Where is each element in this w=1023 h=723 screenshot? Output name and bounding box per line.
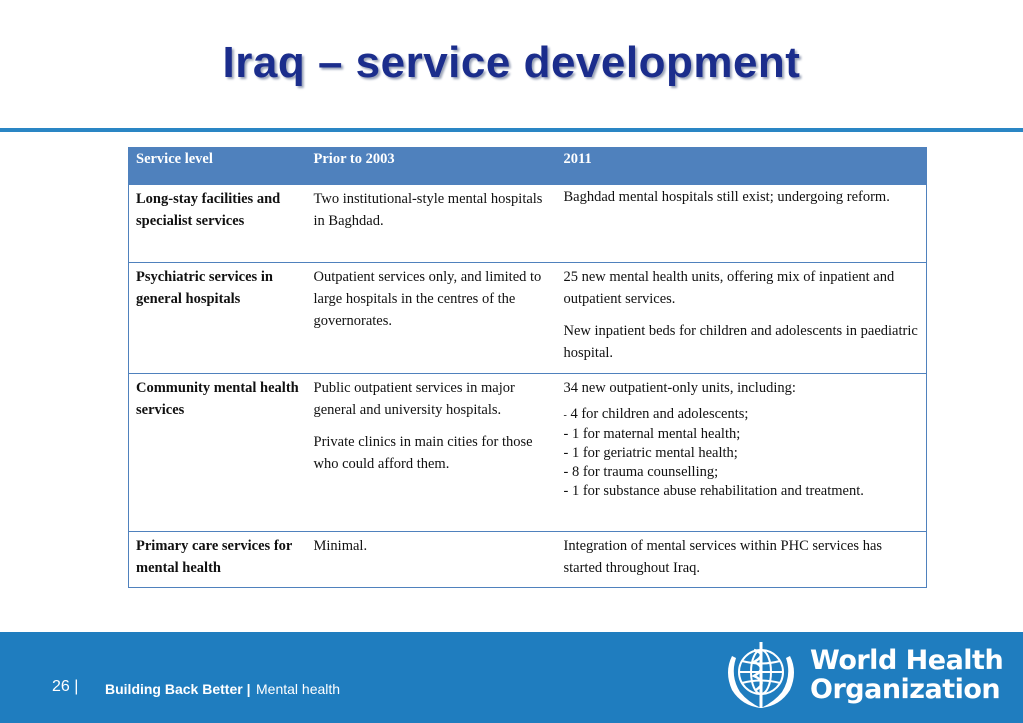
row-2011-cell	[557, 185, 927, 263]
cell-paragraph: Minimal.	[313, 538, 368, 554]
who-wordmark	[810, 646, 1003, 704]
row-2011-cell	[557, 263, 927, 374]
footer-section	[105, 681, 251, 697]
row-level-label: Psychiatric services in general hospitals	[129, 263, 307, 374]
list-item	[564, 405, 922, 425]
who-wordmark-line1: World Health	[810, 645, 1004, 676]
footer-separator: |	[246, 681, 251, 697]
list-item: - 1 for substance abuse rehabilitation and treatment.	[563, 483, 864, 499]
row-prior-cell	[307, 532, 557, 588]
footer-subsection: Mental health	[256, 681, 341, 697]
row-2011-cell	[557, 532, 927, 588]
list-item: - 8 for trauma counselling;	[563, 464, 719, 480]
row-2011-cell	[557, 374, 927, 532]
cell-paragraph: Integration of mental services within PHC services has started throughout Iraq.	[563, 538, 883, 576]
cell-paragraph: 34 new outpatient-only units, including:	[563, 380, 796, 396]
footer-separator: |	[74, 678, 79, 695]
cell-paragraph: New inpatient beds for children and adolescents in paediatric hospital.	[563, 323, 918, 361]
slide-title: Iraq – service development	[222, 38, 801, 87]
list-item: - 1 for maternal mental health;	[563, 426, 741, 442]
cell-paragraph: 25 new mental health units, offering mix of inpatient and outpatient services.	[563, 269, 895, 307]
title-divider	[0, 128, 1023, 132]
page-number-value: 26	[52, 678, 70, 695]
table-row	[129, 532, 927, 588]
header-prior-2003: Prior to 2003	[307, 148, 557, 185]
table-row	[129, 374, 927, 532]
row-prior-cell	[307, 263, 557, 374]
list-dash: -	[563, 410, 567, 421]
list-item: - 1 for geriatric mental health;	[563, 445, 738, 461]
table-row	[129, 185, 927, 263]
cell-paragraph: Baghdad mental hospitals still exist; undergoing reform.	[563, 189, 890, 205]
header-2011: 2011	[557, 148, 927, 185]
table-header-row	[129, 148, 927, 185]
table-row	[129, 263, 927, 374]
row-level-label: Primary care services for mental health	[129, 532, 307, 588]
service-table	[128, 147, 927, 588]
who-emblem-icon	[718, 636, 804, 716]
cell-paragraph: Private clinics in main cities for those who could afford them.	[313, 434, 533, 472]
cell-paragraph: Outpatient services only, and limited to large hospitals in the centres of the governorates.	[313, 269, 542, 329]
row-prior-cell	[307, 185, 557, 263]
page-number	[52, 678, 78, 696]
who-wordmark-line2: Organization	[810, 674, 1001, 705]
footer-section-label: Building Back Better	[105, 681, 243, 697]
row-level-label: Long-stay facilities and specialist services	[129, 185, 307, 263]
row-level-label: Community mental health services	[129, 374, 307, 532]
cell-paragraph: Public outpatient services in major general and university hospitals.	[313, 380, 515, 418]
row-prior-cell	[307, 374, 557, 532]
header-service-level: Service level	[129, 148, 307, 185]
list-item-text: 4 for children and adolescents;	[570, 406, 749, 422]
cell-paragraph: Two institutional-style mental hospitals in Baghdad.	[313, 191, 543, 229]
